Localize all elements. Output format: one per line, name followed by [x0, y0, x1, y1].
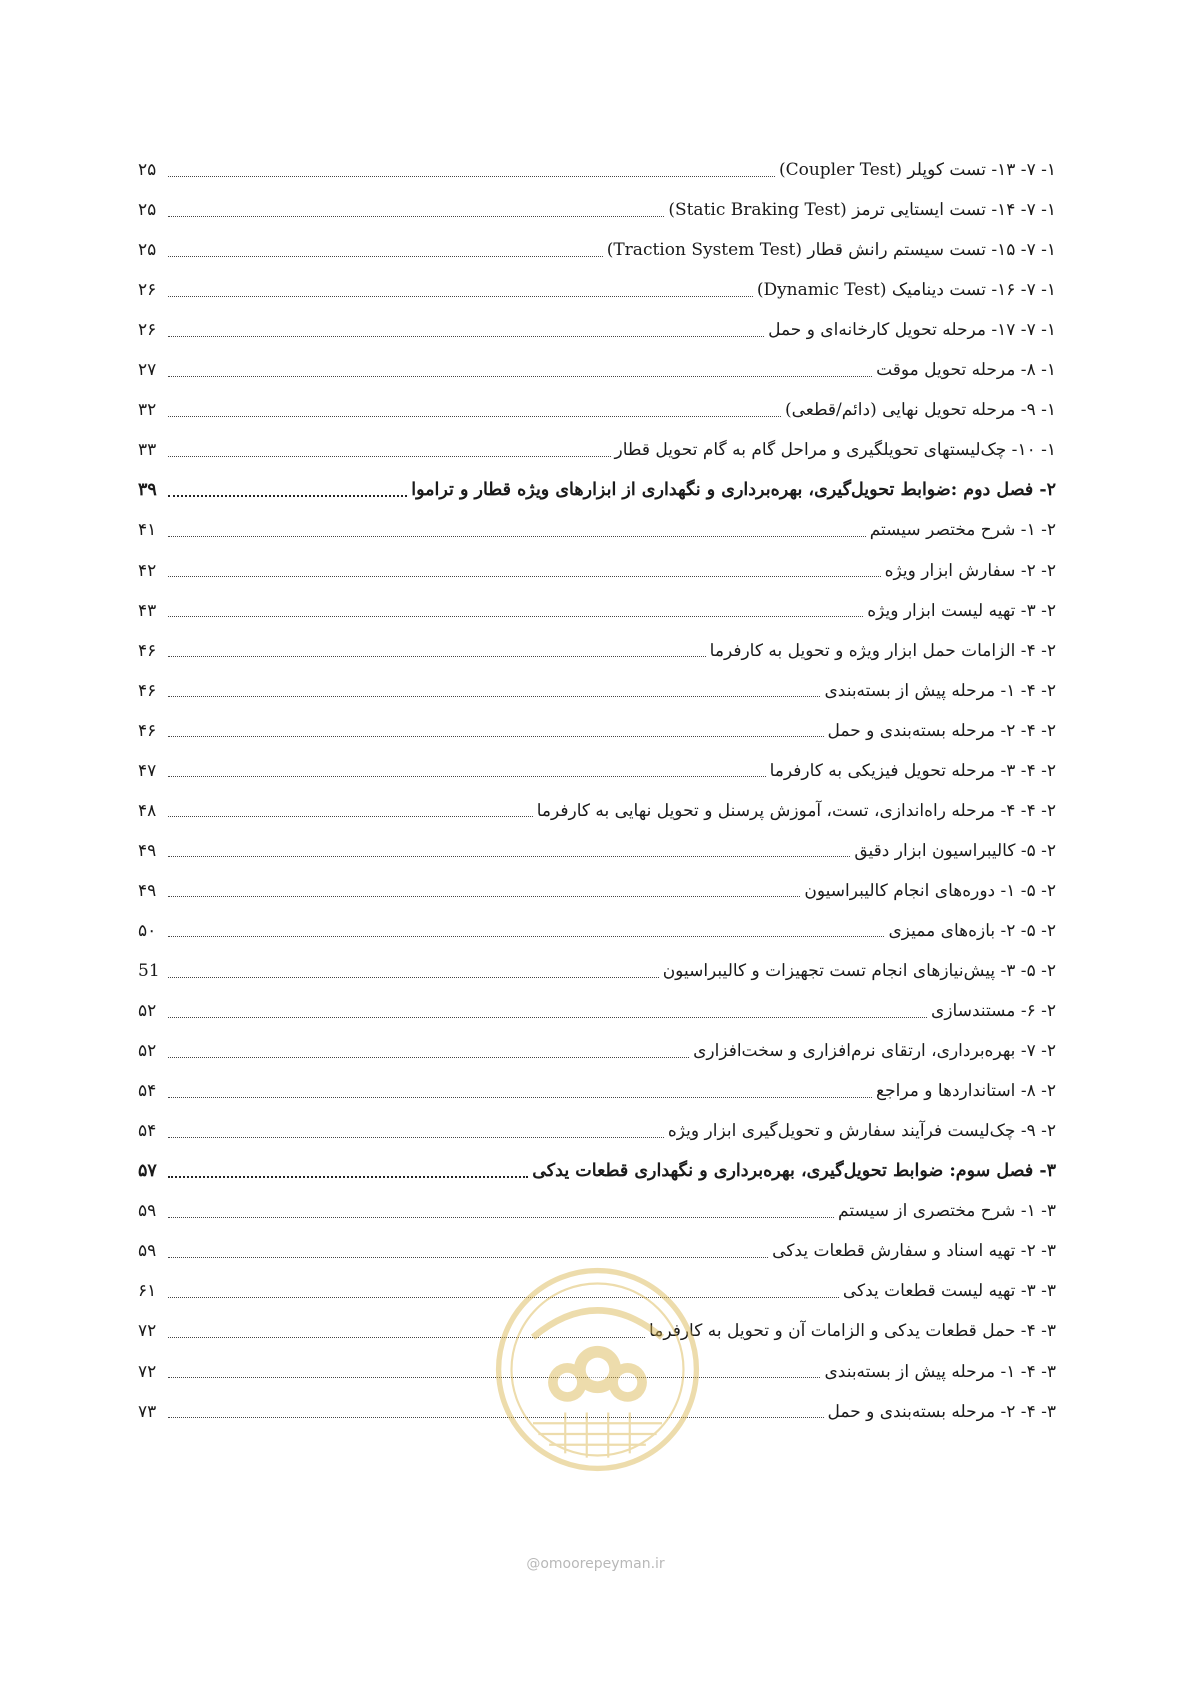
- toc-page-number: ۵۲: [138, 1001, 157, 1022]
- toc-entry[interactable]: [138, 953, 1056, 989]
- toc-page-number: ۵۲: [138, 1041, 157, 1062]
- toc-page-number: ۳۹: [138, 480, 157, 501]
- toc-entry-title: ۳- ۲- تهیه اسناد و سفارش قطعات یدکی: [772, 1241, 1056, 1262]
- toc-entry-title: ۲- ۴- الزامات حمل ابزار ویژه و تحویل به کارفرما: [709, 640, 1056, 661]
- toc-dot-leader: [168, 977, 659, 978]
- toc-dot-leader: [168, 536, 866, 537]
- toc-chapter-entry[interactable]: [138, 1153, 1056, 1189]
- toc-page-number: ۵۹: [138, 1201, 157, 1222]
- toc-entry[interactable]: [138, 272, 1056, 308]
- toc-page-number: ۴۲: [138, 560, 157, 581]
- toc-dot-leader: [168, 256, 603, 257]
- toc-page-number: ۲۶: [138, 280, 157, 301]
- toc-entry[interactable]: [138, 993, 1056, 1029]
- toc-page-number: ۳۲: [138, 400, 157, 421]
- toc-entry-title: ۲- ۴- ۲- مرحله بسته‌بندی و حمل: [827, 720, 1056, 741]
- toc-page-number: ۴۷: [138, 760, 157, 781]
- toc-entry-title: ۳- ۱- شرح مختصری از سیستم: [838, 1201, 1056, 1222]
- toc-page-number: ۷۳: [138, 1401, 157, 1422]
- toc-page-number: ۳۳: [138, 440, 157, 461]
- toc-dot-leader: [168, 216, 664, 217]
- toc-entry-title: ۲- ۷- بهره‌برداری، ارتقای نرم‌افزاری و سخت‌افزاری: [693, 1041, 1056, 1062]
- toc-entry[interactable]: [138, 553, 1056, 589]
- toc-page-number: ۷۲: [138, 1361, 157, 1382]
- toc-page-number: ۵۷: [138, 1161, 157, 1182]
- toc-entry-title: ۱- ۹- مرحله تحویل نهایی (دائم/قطعی): [784, 400, 1056, 421]
- toc-dot-leader: [168, 336, 764, 337]
- toc-entry[interactable]: [138, 392, 1056, 428]
- toc-entry[interactable]: [138, 793, 1056, 829]
- toc-entry[interactable]: [138, 432, 1056, 468]
- toc-entry-title: ۲- ۸- استانداردها و مراجع: [876, 1081, 1056, 1102]
- toc-dot-leader: [168, 456, 611, 457]
- toc-dot-leader: [168, 616, 863, 617]
- toc-page-number: 51: [138, 961, 160, 981]
- toc-page-number: ۲۶: [138, 320, 157, 341]
- toc-dot-leader: [168, 656, 706, 657]
- toc-entry-title: ۲- ۱- شرح مختصر سیستم: [869, 520, 1056, 541]
- toc-page-number: ۶۱: [138, 1281, 157, 1302]
- toc-page-number: ۲۵: [138, 200, 157, 221]
- toc-page-number: ۲۵: [138, 160, 157, 180]
- toc-entry-title: ۱- ۷- ۱۵- تست سیستم رانش قطار (Traction System Test): [606, 240, 1056, 261]
- toc-entry-title: ۲- ۵- ۳- پیش‌نیازهای انجام تست تجهیزات و کالیبراسیون: [662, 961, 1056, 981]
- toc-entry-title: ۳- ۴- حمل قطعات یدکی و الزامات آن و تحویل به کارفرما: [649, 1321, 1056, 1342]
- toc-dot-leader: [168, 856, 850, 857]
- toc-page-number: ۷۲: [138, 1321, 157, 1342]
- toc-entry-title: ۳- ۴- ۱- مرحله پیش از بسته‌بندی: [824, 1361, 1056, 1382]
- toc-entry-title: ۲- ۹- چک‌لیست فرآیند سفارش و تحویل‌گیری ابزار ویژه: [667, 1121, 1056, 1142]
- toc-entry[interactable]: [138, 873, 1056, 909]
- toc-dot-leader: [168, 176, 775, 177]
- toc-entry-title: ۲- ۴- ۱- مرحله پیش از بسته‌بندی: [824, 680, 1056, 701]
- toc-entry-title: ۲- ۵- کالیبراسیون ابزار دقیق: [854, 840, 1056, 861]
- toc-entry-title: ۲- ۴- ۳- مرحله تحویل فیزیکی به کارفرما: [769, 760, 1056, 781]
- toc-dot-leader: [168, 416, 781, 417]
- toc-entry-title: ۳- ۴- ۲- مرحله بسته‌بندی و حمل: [827, 1401, 1056, 1422]
- toc-dot-leader: [168, 296, 753, 297]
- toc-entry[interactable]: [138, 352, 1056, 388]
- toc-dot-leader: [168, 1097, 872, 1098]
- toc-entry-title: ۱- ۷- ۱۴- تست ایستایی ترمز (Static Braking Test): [668, 200, 1056, 221]
- toc-page-number: ۲۵: [138, 240, 157, 261]
- toc-dot-leader: [168, 816, 533, 817]
- toc-page-number: ۴۶: [138, 680, 157, 701]
- toc-page-number: ۴۶: [138, 720, 157, 741]
- watermark-url: @omoorepeyman.ir: [526, 1556, 665, 1572]
- toc-dot-leader: [168, 776, 766, 777]
- toc-dot-leader: [168, 936, 884, 937]
- toc-entry-title: ۲- ۳- تهیه لیست ابزار ویژه: [867, 600, 1056, 621]
- toc-entry-title: ۱- ۷- ۱۳- تست کوپلر (Coupler Test): [778, 160, 1056, 180]
- toc-dot-leader: [168, 736, 824, 737]
- toc-entry-title: ۱- ۷- ۱۶- تست دینامیک (Dynamic Test): [756, 280, 1056, 301]
- toc-dot-leader: [168, 1057, 689, 1058]
- watermark-logo: [490, 1262, 705, 1477]
- toc-entry[interactable]: [138, 913, 1056, 949]
- toc-entry-title: ۲- فصل دوم :ضوابط تحویل‌گیری، بهره‌برداری و نگهداری از ابزارهای ویژه قطار و تراموا: [411, 480, 1056, 501]
- toc-entry[interactable]: [138, 1073, 1056, 1109]
- toc-dot-leader: [168, 1217, 834, 1218]
- toc-entry[interactable]: [138, 1033, 1056, 1069]
- toc-entry-title: ۱- ۱۰- چک‌لیستهای تحویلگیری و مراحل گام به گام تحویل قطار: [614, 440, 1056, 461]
- toc-entry-title: ۳- فصل سوم: ضوابط تحویل‌گیری، بهره‌برداری و نگهداری قطعات یدکی: [532, 1161, 1056, 1182]
- toc-entry[interactable]: [138, 1193, 1056, 1229]
- toc-entry-title: ۳- ۳- تهیه لیست قطعات یدکی: [842, 1281, 1056, 1302]
- toc-dot-leader: [168, 1137, 664, 1138]
- toc-dot-leader: [168, 495, 407, 497]
- toc-entry[interactable]: [138, 232, 1056, 268]
- toc-entry-title: ۲- ۴- ۴- مرحله راه‌اندازی، تست، آموزش پرسنل و تحویل نهایی به کارفرما: [536, 800, 1056, 821]
- toc-entry[interactable]: [138, 192, 1056, 228]
- toc-entry-title: ۲- ۵- ۲- بازه‌های ممیزی: [888, 920, 1056, 941]
- toc-entry[interactable]: [138, 833, 1056, 869]
- toc-dot-leader: [168, 1176, 528, 1178]
- toc-page-number: ۴۹: [138, 880, 157, 901]
- toc-dot-leader: [168, 1257, 768, 1258]
- toc-dot-leader: [168, 1017, 927, 1018]
- toc-dot-leader: [168, 376, 872, 377]
- toc-entry-title: ۲- ۲- سفارش ابزار ویژه: [884, 560, 1056, 581]
- toc-entry[interactable]: [138, 713, 1056, 749]
- toc-page-number: ۲۷: [138, 360, 157, 381]
- toc-page-number: ۴۹: [138, 840, 157, 861]
- toc-page-number: ۵۴: [138, 1081, 157, 1102]
- toc-chapter-entry[interactable]: [138, 472, 1056, 508]
- toc-dot-leader: [168, 896, 800, 897]
- toc-dot-leader: [168, 696, 820, 697]
- toc-page-number: ۴۸: [138, 800, 157, 821]
- toc-entry[interactable]: [138, 312, 1056, 348]
- toc-entry[interactable]: [138, 673, 1056, 709]
- toc-page-number: ۴۱: [138, 520, 157, 541]
- toc-entry-title: ۱- ۸- مرحله تحویل موقت: [876, 360, 1056, 381]
- toc-page-number: ۵۰: [138, 920, 157, 941]
- toc-entry[interactable]: [138, 633, 1056, 669]
- toc-page-number: ۵۴: [138, 1121, 157, 1142]
- toc-entry[interactable]: [138, 1113, 1056, 1149]
- toc-entry[interactable]: [138, 753, 1056, 789]
- toc-entry[interactable]: [138, 593, 1056, 629]
- toc-entry[interactable]: [138, 152, 1056, 188]
- toc-page-number: ۵۹: [138, 1241, 157, 1262]
- toc-page-number: ۴۳: [138, 600, 157, 621]
- toc-page-number: ۴۶: [138, 640, 157, 661]
- toc-entry-title: ۲- ۶- مستندسازی: [931, 1001, 1056, 1022]
- toc-entry-title: ۲- ۵- ۱- دوره‌های انجام کالیبراسیون: [804, 880, 1056, 901]
- toc-entry[interactable]: [138, 512, 1056, 548]
- toc-dot-leader: [168, 576, 881, 577]
- toc-entry-title: ۱- ۷- ۱۷- مرحله تحویل کارخانه‌ای و حمل: [768, 320, 1056, 341]
